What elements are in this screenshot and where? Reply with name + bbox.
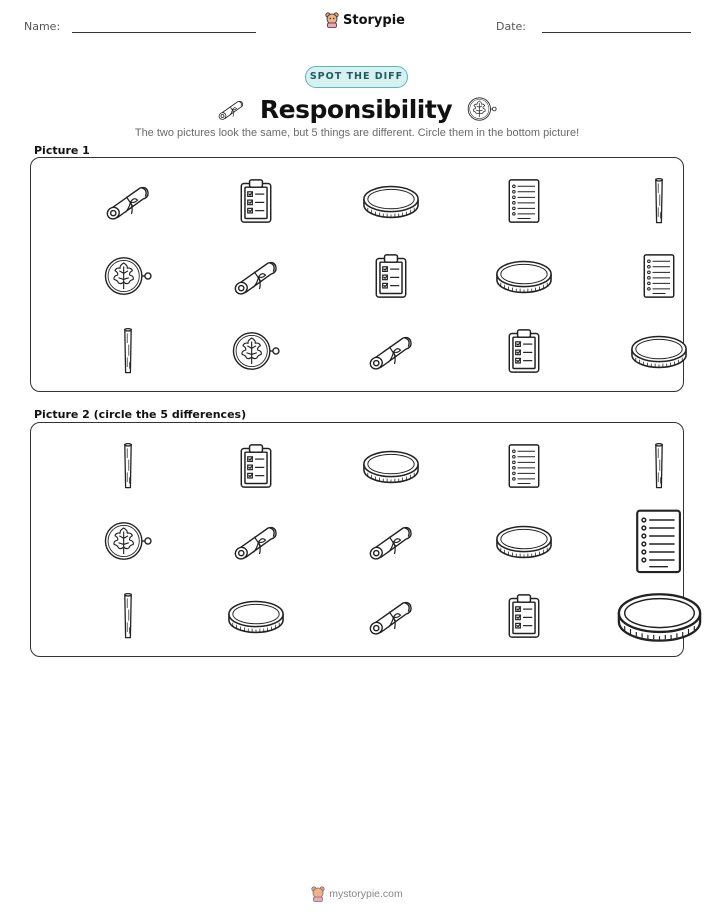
checklist-icon	[505, 178, 543, 224]
date-label: Date:	[496, 20, 526, 33]
spot-the-diff-badge: SPOT THE DIFF	[305, 66, 408, 88]
stick-icon[interactable]	[651, 441, 667, 491]
stick-icon	[651, 176, 667, 226]
clipboard-icon[interactable]	[505, 593, 543, 639]
picture-1-label: Picture 1	[34, 144, 90, 157]
clipboard-icon	[237, 178, 275, 224]
checklist-icon	[640, 253, 678, 299]
checklist-icon[interactable]	[631, 508, 686, 575]
footer-url: mystorypie.com	[329, 888, 403, 900]
coin-icon	[495, 256, 553, 296]
clipboard-icon	[372, 253, 410, 299]
leaf-token-icon[interactable]	[102, 519, 154, 563]
title-row	[0, 92, 714, 126]
scroll-icon	[102, 179, 154, 223]
clipboard-icon	[505, 328, 543, 374]
footer	[0, 886, 714, 902]
scroll-icon	[365, 329, 417, 373]
name-label: Name:	[24, 20, 61, 33]
picture-1-panel	[30, 157, 684, 392]
stick-icon[interactable]	[120, 441, 136, 491]
date-line[interactable]	[542, 32, 691, 33]
stick-icon	[120, 326, 136, 376]
coin-icon[interactable]	[495, 521, 553, 561]
page-title: Responsibility	[259, 94, 453, 124]
leaf-token-icon	[230, 329, 282, 373]
leaf-token-icon	[466, 95, 498, 123]
scroll-icon[interactable]	[365, 519, 417, 563]
coin-icon[interactable]	[227, 596, 285, 636]
stick-icon[interactable]	[120, 591, 136, 641]
scroll-icon[interactable]	[365, 594, 417, 638]
coin-icon	[630, 331, 688, 371]
instructions: The two pictures look the same, but 5 things are different. Circle them in the bottom picture!	[134, 127, 580, 139]
checklist-icon[interactable]	[505, 443, 543, 489]
coin-icon	[362, 181, 420, 221]
name-line[interactable]	[72, 32, 256, 33]
storypie-logo	[325, 12, 405, 28]
bear-icon	[311, 886, 325, 902]
coin-icon[interactable]	[616, 586, 703, 646]
coin-icon[interactable]	[362, 446, 420, 486]
scroll-icon	[230, 254, 282, 298]
scroll-icon	[216, 96, 246, 122]
picture-2-panel[interactable]	[30, 422, 684, 657]
clipboard-icon[interactable]	[237, 443, 275, 489]
leaf-token-icon	[102, 254, 154, 298]
brand-name: Storypie	[343, 12, 405, 28]
picture-2-label: Picture 2 (circle the 5 differences)	[34, 408, 247, 421]
scroll-icon[interactable]	[230, 519, 282, 563]
bear-icon	[325, 12, 339, 28]
